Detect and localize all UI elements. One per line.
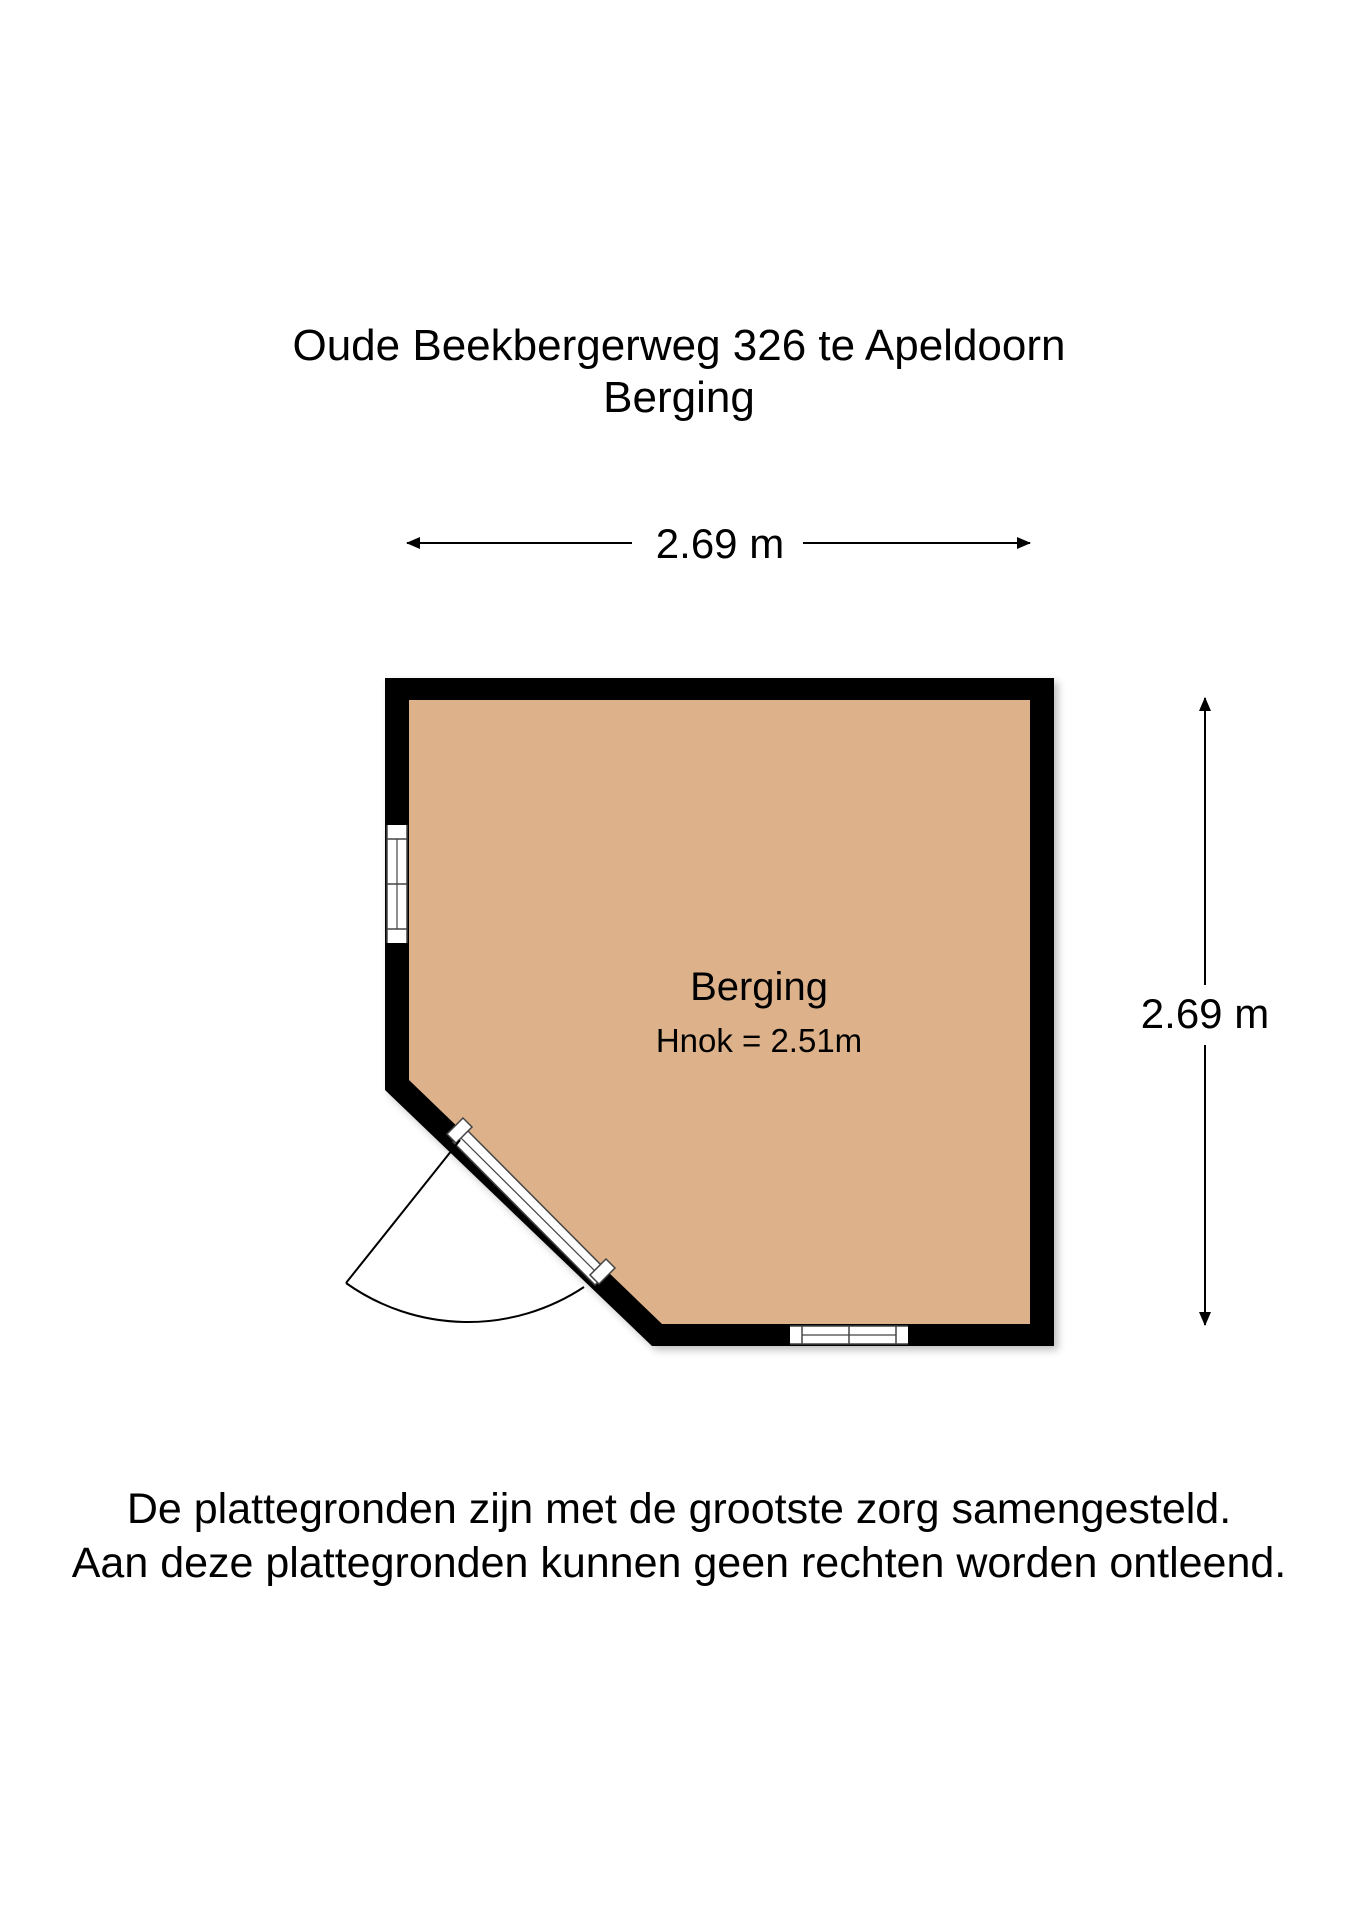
floor-subtitle: Berging bbox=[603, 373, 755, 422]
disclaimer-line-1: De plattegronden zijn met de grootste zorg samengesteld. bbox=[126, 1485, 1232, 1533]
depth-dimension bbox=[1141, 698, 1269, 1325]
address-title: Oude Beekbergerweg 326 te Apeldoorn bbox=[292, 321, 1066, 370]
room-floor bbox=[409, 700, 1030, 1324]
window-bottom bbox=[790, 1326, 908, 1344]
depth-label: 2.69 m bbox=[1140, 990, 1270, 1037]
door-swing-arc bbox=[346, 1283, 584, 1322]
door-leaf bbox=[346, 1140, 460, 1283]
room-name: Berging bbox=[690, 965, 828, 1009]
room-ridge-height: Hnok = 2.51m bbox=[655, 1022, 863, 1059]
width-label: 2.69 m bbox=[655, 520, 785, 567]
disclaimer-line-2: Aan deze plattegronden kunnen geen rechten worden ontleend. bbox=[71, 1539, 1287, 1587]
window-left bbox=[387, 825, 407, 943]
width-dimension bbox=[407, 520, 1030, 567]
disclaimer bbox=[0, 1482, 1358, 1590]
